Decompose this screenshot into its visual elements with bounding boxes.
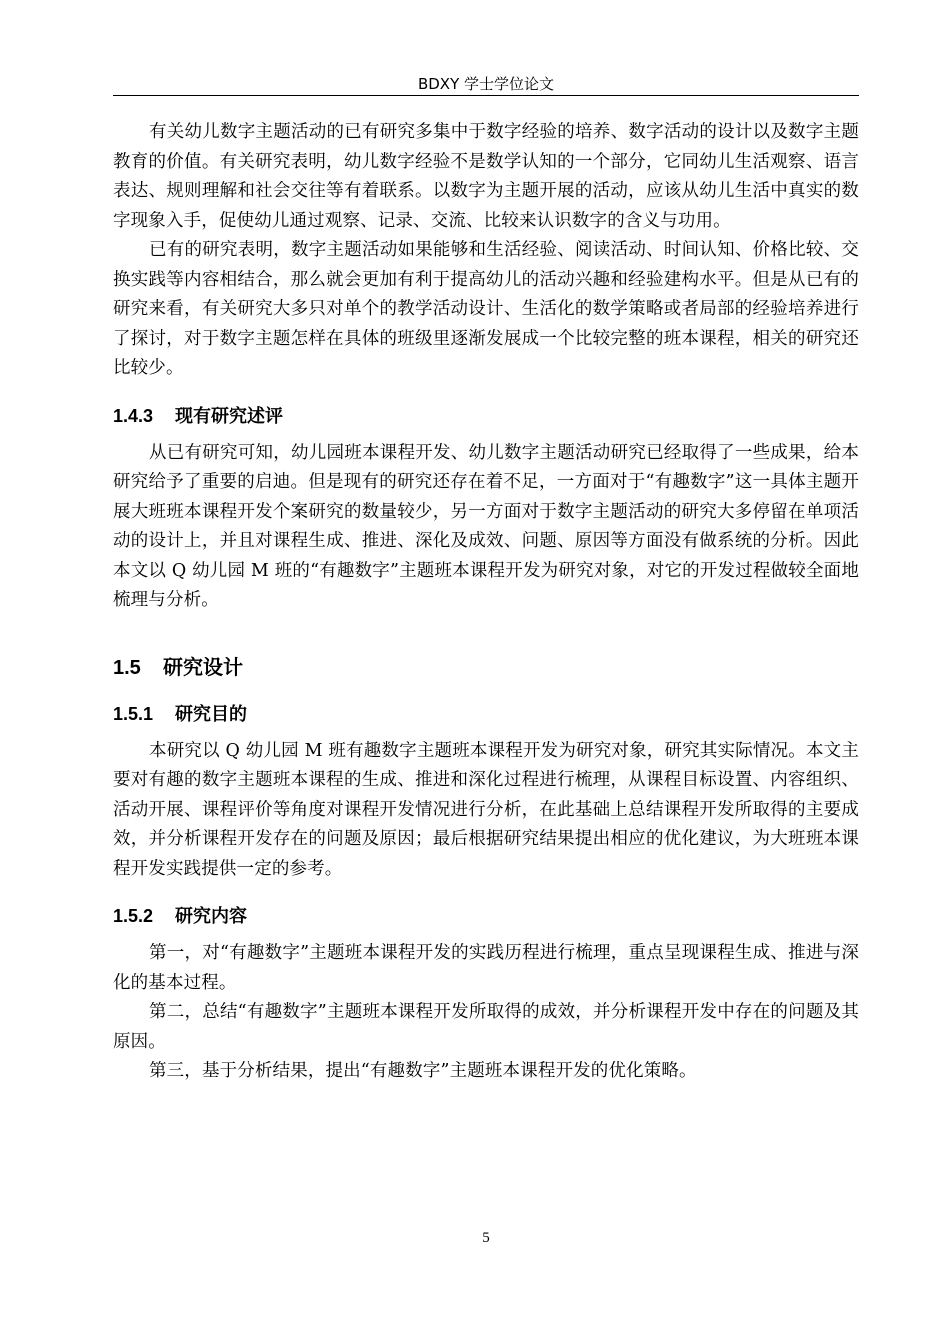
- section-title: 研究内容: [175, 906, 247, 927]
- paragraph-intro-2: 已有的研究表明，数字主题活动如果能够和生活经验、阅读活动、时间认知、价格比较、交换实践等内容相结合，那么就会更加有利于提高幼儿的活动兴趣和经验建构水平。但是从已有的研究来看，有关研究大多只对单个的教学活动设计、生活化的数学策略或者局部的经验培养进行了探讨，对于数字主题怎样在具体的班级里逐渐发展成一个比较完整的班本课程，相关的研究还比较少。: [113, 240, 859, 378]
- section-title: 现有研究述评: [175, 405, 283, 427]
- section-number: 1.5.1: [113, 703, 154, 724]
- section-heading-1-4-3: [113, 404, 859, 429]
- paragraph-content-1: 第一，对“有趣数字”主题班本课程开发的实践历程进行梳理，重点呈现课程生成、推进与深化的基本过程。: [113, 943, 859, 993]
- paragraph-purpose: 本研究以 Q 幼儿园 M 班有趣数字主题班本课程开发为研究对象，研究其实际情况。本文主要对有趣的数字主题班本课程的生成、推进和深化过程进行梳理，从课程目标设置、内容组织、活动开展、课程评价等角度对课程开发情况进行分析，在此基础上总结课程开发所取得的主要成效，并分析课程开发存在的问题及原因；最后根据研究结果提出相应的优化建议，为大班班本课程开发实践提供一定的参考。: [113, 740, 859, 879]
- page-number: 5: [482, 1230, 490, 1246]
- section-number: 1.4.3: [113, 405, 154, 426]
- page-body: [113, 118, 859, 1087]
- paragraph-content-3: 第三，基于分析结果，提出“有趣数字”主题班本课程开发的优化策略。: [149, 1061, 697, 1081]
- section-number: 1.5.2: [113, 906, 154, 926]
- section-number: 1.5: [113, 656, 141, 679]
- section-heading-1-5: [113, 654, 859, 681]
- paragraph-review: 从已有研究可知，幼儿园班本课程开发、幼儿数字主题活动研究已经取得了一些成果，给本研究给予了重要的启迪。但是现有的研究还存在着不足，一方面对于“有趣数字”这一具体主题开展大班班本课程开发个案研究的数量较少，另一方面对于数字主题活动的研究大多停留在单项活动的设计上，并且对课程生成、推进、深化及成效、问题、原因等方面没有做系统的分析。因此本文以 Q 幼儿园 M 班的“有趣数字”主题班本课程开发为研究对象，对它的开发过程做较全面地梳理与分析。: [113, 442, 859, 610]
- section-heading-1-5-1: [113, 702, 859, 727]
- paragraph-content-2: 第二，总结“有趣数字”主题班本课程开发所取得的成效，并分析课程开发中存在的问题及其原因。: [113, 1002, 859, 1052]
- section-title: 研究设计: [163, 654, 243, 679]
- section-heading-1-5-2: [113, 904, 859, 929]
- running-header: BDXY 学士学位论文: [417, 75, 555, 93]
- header-rule: [113, 95, 859, 96]
- section-title: 研究目的: [175, 703, 247, 725]
- paragraph-intro-1: 有关幼儿数字主题活动的已有研究多集中于数字经验的培养、数字活动的设计以及数字主题教育的价值。有关研究表明，幼儿数字经验不是数学认知的一个部分，它同幼儿生活观察、语言表达、规则理解和社会交往等有着联系。以数字为主题开展的活动，应该从幼儿生活中真实的数字现象入手，促使幼儿通过观察、记录、交流、比较来认识数字的含义与功用。: [113, 122, 859, 231]
